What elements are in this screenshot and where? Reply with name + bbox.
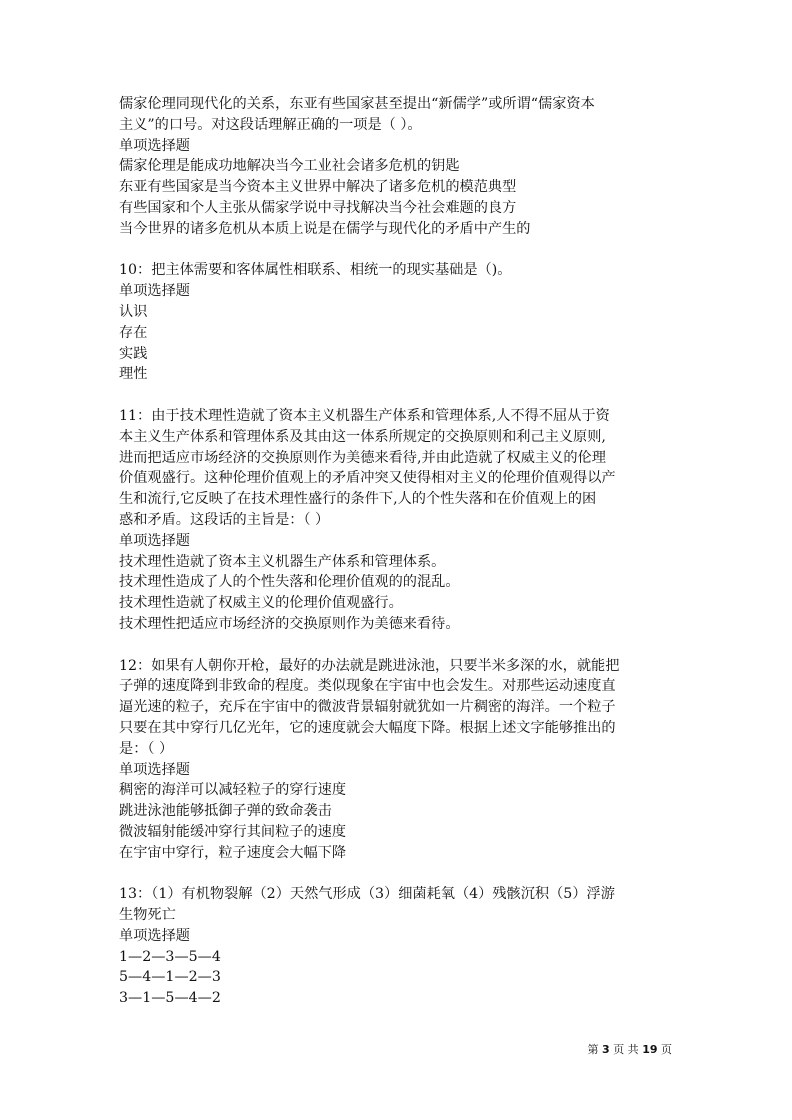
answer-option: 5—4—1—2—3 (119, 969, 221, 986)
answer-option: 技术理性造就了权威主义的伦理价值观盛行。 (119, 595, 403, 612)
question-type: 单项选择题 (119, 927, 190, 944)
page-number (588, 1041, 672, 1057)
question-stem-line: 逼光速的粒子，充斥在宇宙中的微波背景辐射就犹如一片稠密的海洋。一个粒子 (119, 699, 616, 716)
question-stem-line: 本主义生产体系和管理体系及其由这一体系所规定的交换原则和利己主义原则, (119, 428, 606, 445)
question-type: 单项选择题 (119, 283, 190, 300)
question-stem-line: 12：如果有人朝你开枪，最好的办法就是跳进泳池，只要半米多深的水，就能把 (119, 657, 620, 674)
question-stem-line: 惑和矛盾。这段话的主旨是：（ ） (119, 511, 330, 528)
question-stem-line: 10：把主体需要和客体属性相联系、相统一的现实基础是（)。 (119, 262, 512, 279)
answer-option: 稠密的海洋可以减轻粒子的穿行速度 (119, 782, 347, 799)
answer-option: 儒家伦理是能成功地解决当今工业社会诸多危机的钥匙 (119, 158, 460, 175)
question-stem-line: 只要在其中穿行几亿光年，它的速度就会大幅度下降。根据上述文字能够推出的 (119, 719, 616, 736)
question-stem-line: 11：由于技术理性造就了资本主义机器生产体系和管理体系,人不得不屈从于资 (119, 407, 610, 424)
document-body (119, 94, 675, 1030)
question-block (119, 94, 675, 240)
page-label-middle: 页 共 (613, 1043, 639, 1056)
question-stem-line: 生物死亡 (119, 907, 176, 924)
question-stem-line: 儒家伦理同现代化的关系，东亚有些国家甚至提出“新儒学”或所谓“儒家资本 (119, 96, 595, 112)
current-page: 3 (602, 1043, 610, 1056)
question-stem-line: 主义”的口号。对这段话理解正确的一项是（ ）。 (119, 116, 422, 133)
answer-option: 当今世界的诸多危机从本质上说是在儒学与现代化的矛盾中产生的 (119, 220, 531, 237)
answer-option: 理性 (119, 366, 148, 383)
answer-option: 技术理性把适应市场经济的交换原则作为美德来看待。 (119, 615, 460, 632)
question-block (119, 406, 675, 635)
answer-option: 1—2—3—5—4 (119, 948, 221, 965)
page-label-prefix: 第 (587, 1043, 599, 1056)
answer-option: 3—1—5—4—2 (119, 990, 221, 1007)
question-type: 单项选择题 (119, 761, 190, 778)
answer-option: 东亚有些国家是当今资本主义世界中解决了诸多危机的模范典型 (119, 179, 517, 196)
question-stem-line: 生和流行,它反映了在技术理性盛行的条件下,人的个性失落和在价值观上的困 (119, 491, 597, 508)
question-stem-line: 价值观盛行。这种伦理价值观上的矛盾冲突又使得相对主义的伦理价值观得以产 (119, 470, 616, 487)
answer-option: 跳进泳池能够抵御子弹的致命袭击 (119, 803, 332, 820)
question-stem-line: 是：（ ） (119, 740, 174, 757)
page-label-suffix: 页 (661, 1043, 672, 1056)
answer-option: 微波辐射能缓冲穿行其间粒子的速度 (119, 823, 347, 840)
total-pages: 19 (642, 1043, 658, 1056)
question-block (119, 656, 675, 864)
answer-option: 存在 (119, 324, 148, 341)
question-stem-line: 13：（1）有机物裂解（2）天然气形成（3）细菌耗氧（4）残骸沉积（5）浮游 (119, 886, 615, 903)
question-type: 单项选择题 (119, 137, 190, 154)
answer-option: 实践 (119, 345, 148, 362)
question-block (119, 260, 675, 385)
answer-option: 有些国家和个人主张从儒家学说中寻找解决当今社会难题的良方 (119, 199, 517, 216)
answer-option: 认识 (119, 303, 148, 320)
answer-option: 在宇宙中穿行，粒子速度会大幅下降 (119, 844, 347, 861)
question-type: 单项选择题 (119, 532, 190, 549)
answer-option: 技术理性造成了人的个性失落和伦理价值观的的混乱。 (119, 574, 460, 591)
answer-option: 技术理性造就了资本主义机器生产体系和管理体系。 (119, 553, 446, 570)
question-stem-line: 进而把适应市场经济的交换原则作为美德来看待,并由此造就了权威主义的伦理 (119, 449, 606, 466)
question-stem-line: 子弹的速度降到非致命的程度。类似现象在宇宙中也会发生。对那些运动速度直 (119, 678, 616, 695)
question-block (119, 884, 675, 1009)
